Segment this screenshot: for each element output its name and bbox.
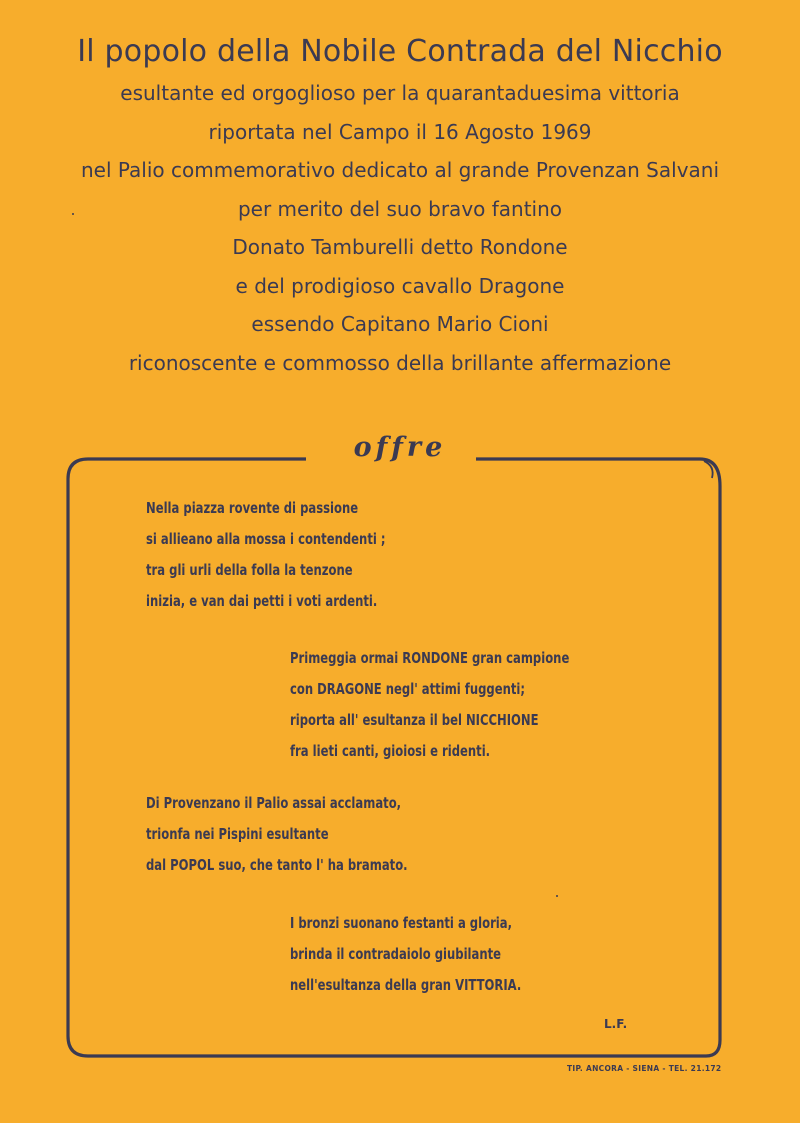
poem-line: dal POPOL suo, che tanto l' ha bramato. — [146, 856, 408, 874]
poem-line: I bronzi suonano festanti a gloria, — [290, 914, 513, 932]
header-line: e del prodigioso cavallo Dragone — [235, 273, 565, 298]
poem-line: nell'esultanza della gran VITTORIA. — [290, 976, 522, 994]
poem-line: fra lieti canti, gioiosi e ridenti. — [290, 742, 491, 760]
header-line: per merito del suo bravo fantino — [237, 196, 563, 221]
header-line: nel Palio commemorativo dedicato al grande Provenzan Salvani — [80, 158, 720, 182]
offre-heading: offre — [353, 432, 447, 463]
printer-credit: TIP. ANCORA - SIENA - TEL. 21.172 — [567, 1064, 722, 1073]
header-line: Donato Tamburelli detto Rondone — [232, 235, 568, 259]
poem-signature: L.F. — [604, 1017, 628, 1031]
poem-line: Primeggia ormai RONDONE gran campione — [290, 649, 570, 667]
poem-line: trionfa nei Pispini esultante — [146, 825, 329, 843]
header-line: essendo Capitano Mario Cioni — [251, 312, 549, 336]
poster-title: Il popolo della Nobile Contrada del Nicchio — [77, 34, 723, 69]
poem-stanza-1 — [146, 493, 386, 617]
poem-line: con DRAGONE negl' attimi fuggenti; — [290, 680, 526, 698]
poem-line: tra gli urli della folla la tenzone — [146, 561, 353, 579]
header-line: riportata nel Campo il 16 Agosto 1969 — [208, 119, 592, 144]
poem-stanza-3 — [146, 788, 408, 881]
ink-speck — [72, 213, 74, 215]
poem-line: si allieano alla mossa i contendenti ; — [146, 530, 386, 548]
poem-line: brinda il contradaiolo giubilante — [290, 945, 502, 963]
poem-stanza-2 — [290, 643, 569, 767]
header-line: esultante ed orgoglioso per la quarantaduesima vittoria — [120, 81, 680, 105]
poem-line: inizia, e van dai petti i voti ardenti. — [146, 592, 378, 610]
poem-stanza-4 — [290, 908, 521, 1001]
poem-line: riporta all' esultanza il bel NICCHIONE — [290, 711, 539, 729]
ink-speck — [556, 895, 558, 897]
poem-line: Di Provenzano il Palio assai acclamato, — [146, 794, 402, 812]
header-line: riconoscente e commosso della brillante affermazione — [128, 350, 672, 375]
poem-line: Nella piazza rovente di passione — [146, 499, 359, 517]
